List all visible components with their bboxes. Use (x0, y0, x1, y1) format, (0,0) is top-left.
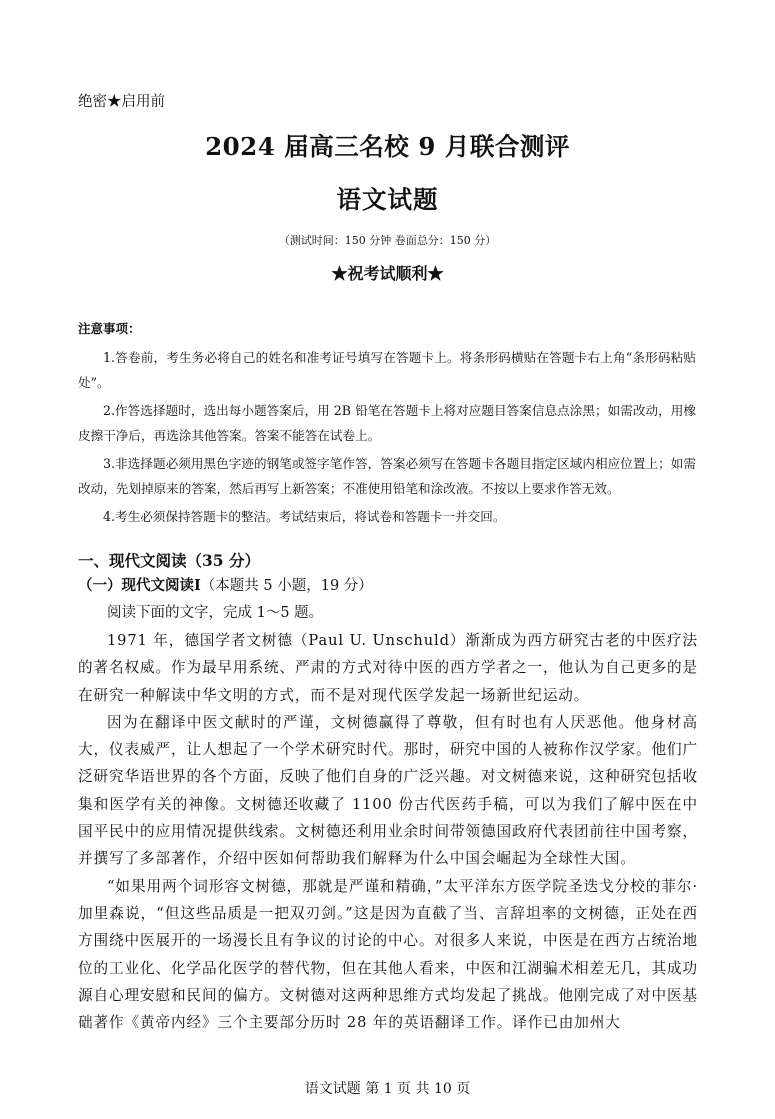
notice-item: 1.答卷前，考生务必将自己的姓名和准考证号填写在答题卡上。将条形码横贴在答题卡右上角“条形码粘贴处”。 (78, 350, 696, 390)
notice-block (78, 319, 696, 532)
page-footer: 语文试题 第 1 页 共 10 页 (304, 1081, 471, 1097)
exam-title: 2024 届高三名校 9 月联合测评 (205, 132, 570, 161)
passage-paragraph: 因为在翻译中医文献时的严谨，文树德赢得了尊敬，但有时也有人厌恶他。他身材高大，仪表威严，让人想起了一个学术研究时代。那时，研究中国的人被称作汉学家。他们广泛研究华语世界的各个方面，反映了他们自身的广泛兴趣。对文树德来说，这种研究包括收集和医学有关的神像。文树德还收藏了 1100 份古代医药手稿，可以为我们了解中医在中国平民中的应用情况提供线索。文树德还利用业余时间带领德国政府代表团前往中国考察，并撰写了多部著作，介绍中医如何帮助我们解释为什么中国会崛起为全球性大国。 (78, 713, 698, 868)
notice-item: 2.作答选择题时，选出每小题答案后，用 2B 铅笔在答题卡上将对应题目答案信息点涂黑；如需改动，用橡皮擦干净后，再选涂其他答案。答案不能答在试卷上。 (78, 403, 696, 443)
subsection-score: （本题共 5 小题，19 分） (200, 578, 373, 594)
notice-heading: 注意事项： (78, 321, 141, 336)
section-heading: 一、现代文阅读（35 分） (78, 551, 260, 570)
notice-item: 4.考生必须保持答题卡的整洁。考试结束后，将试卷和答题卡一并交回。 (103, 509, 506, 524)
passage-paragraph: 1971 年，德国学者文树德（Paul U. Unschuld）渐渐成为西方研究古老的中医疗法的著名权威。作为最早用系统、严肃的方式对待中医的西方学者之一，他认为自己更多的是在研究一种解读中华文明的方式，而不是对现代医学发起一场新世纪运动。 (78, 632, 698, 704)
passage-paragraph: “如果用两个词形容文树德，那就是严谨和精确，”太平洋东方医学院圣迭戈分校的菲尔·加里森说，“但这些品质是一把双刃剑。”这是因为直截了当、言辞坦率的文树德，正处在西方围绕中医展开的一场漫长且有争议的讨论的中心。对很多人来说，中医是在西方占统治地位的工业化、化学品化医学的替代物，但在其他人看来，中医和江湖骗术相差无几，其成功源自心理安慰和民间的偏方。文树德对这两种思维方式均发起了挑战。他刚完成了对中医基础著作《黄帝内经》三个主要部分历时 28 年的英语翻译工作。译作已由加州大 (78, 877, 698, 1032)
subsection-title: （一）现代文阅读Ⅰ (78, 577, 201, 594)
subsection-heading (78, 573, 698, 599)
confidential-label: 绝密★启用前 (78, 94, 165, 110)
section-modern-reading (78, 549, 698, 1036)
exam-time-score: （测试时间：150 分钟 卷面总分：150 分） (278, 234, 497, 247)
notice-item: 3.非选择题必须用黑色字迹的钢笔或签字笔作答，答案必须写在答题卡各题目指定区域内相应位置上；如需改动，先划掉原来的答案，然后再写上新答案；不准使用铅笔和涂改液。不按以上要求作答无效。 (78, 456, 696, 496)
reading-instruction: 阅读下面的文字，完成 1～5 题。 (107, 605, 324, 621)
subject-title: 语文试题 (336, 185, 439, 214)
good-luck-line: ★祝考试顺利★ (331, 264, 444, 283)
